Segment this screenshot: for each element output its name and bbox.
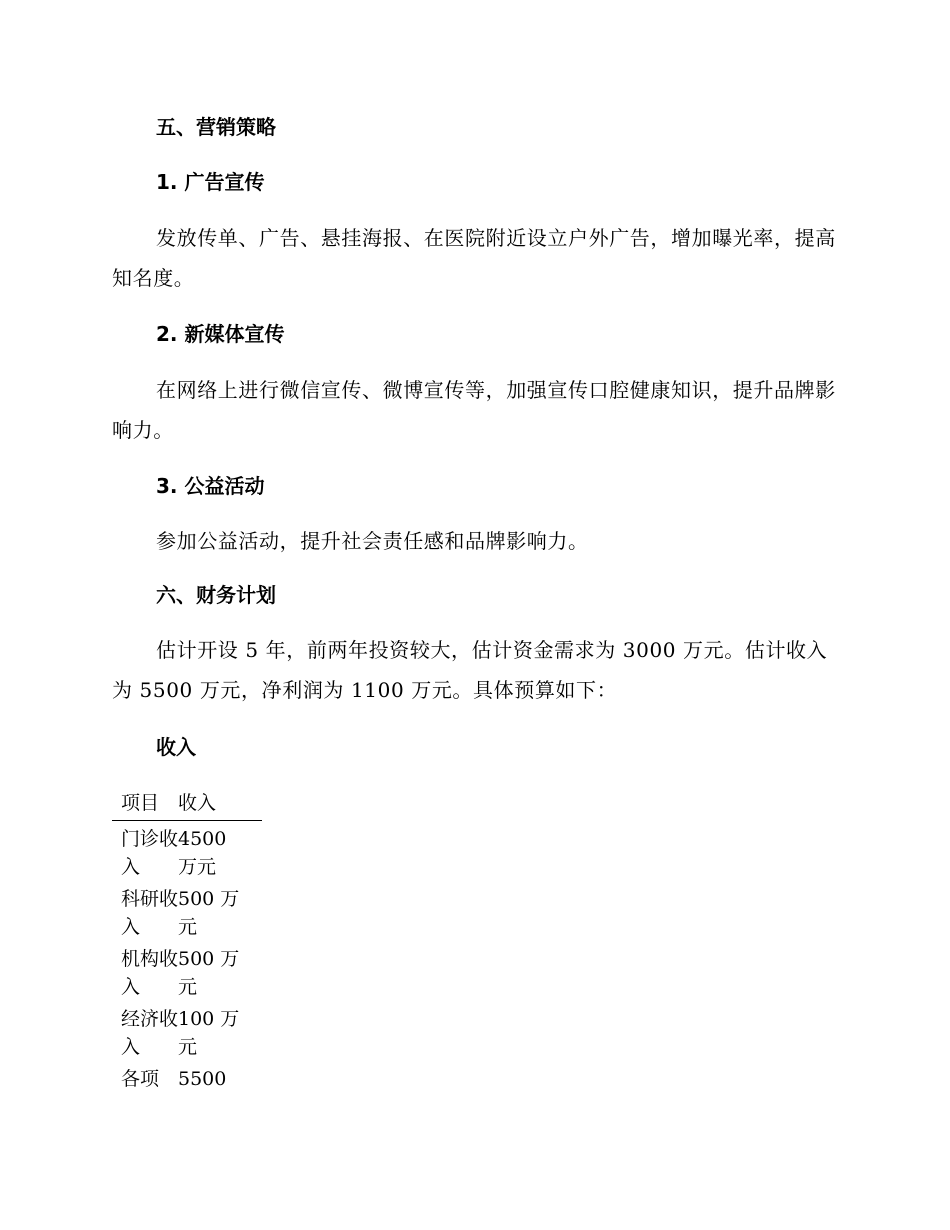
table-row bbox=[112, 1005, 262, 1061]
table-row bbox=[112, 825, 262, 881]
header-amount: 收入 bbox=[178, 792, 217, 814]
paragraph-advertising: 发放传单、广告、悬挂海报、在医院附近设立户外广告，增加曝光率，提高知名度。 bbox=[112, 226, 836, 290]
row-item: 门诊收入 bbox=[121, 828, 179, 878]
row-amount: 100 万元 bbox=[178, 1008, 240, 1058]
subsection-title-advertising: 1. 广告宣传 bbox=[156, 170, 265, 194]
subsection-title-new-media: 2. 新媒体宣传 bbox=[156, 322, 285, 346]
paragraph-charity: 参加公益活动，提升社会责任感和品牌影响力。 bbox=[156, 529, 589, 553]
row-item: 经济收入 bbox=[121, 1008, 179, 1058]
table-row bbox=[112, 1065, 262, 1093]
row-amount: 500 万元 bbox=[178, 948, 240, 998]
paragraph-new-media: 在网络上进行微信宣传、微博宣传等，加强宣传口腔健康知识，提升品牌影响力。 bbox=[112, 378, 836, 442]
row-amount: 5500 bbox=[178, 1068, 227, 1090]
row-amount: 4500 万元 bbox=[178, 828, 227, 878]
section-title-finance: 六、财务计划 bbox=[156, 583, 276, 607]
header-item: 项目 bbox=[121, 792, 160, 814]
section-title-marketing: 五、营销策略 bbox=[156, 115, 276, 139]
income-table bbox=[112, 786, 262, 1093]
table-row bbox=[112, 885, 262, 941]
table-row bbox=[112, 945, 262, 1001]
row-item: 机构收入 bbox=[121, 948, 179, 998]
row-item: 各项 bbox=[121, 1068, 160, 1090]
income-title: 收入 bbox=[156, 735, 196, 759]
row-item: 科研收入 bbox=[121, 888, 179, 938]
paragraph-finance: 估计开设 5 年，前两年投资较大，估计资金需求为 3000 万元。估计收入为 5500 万元，净利润为 1100 万元。具体预算如下： bbox=[112, 638, 828, 702]
row-amount: 500 万元 bbox=[178, 888, 240, 938]
subsection-title-charity: 3. 公益活动 bbox=[156, 474, 265, 498]
table-header bbox=[112, 786, 262, 821]
